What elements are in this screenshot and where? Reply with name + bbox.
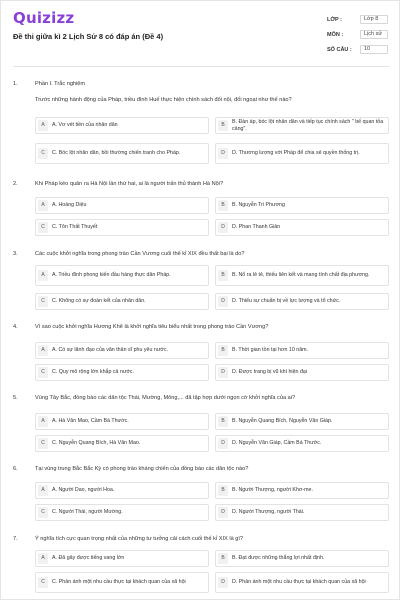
option-b[interactable] <box>215 117 389 134</box>
option-c[interactable] <box>35 572 209 593</box>
question-5 <box>1 395 400 455</box>
question-number: 3. <box>13 251 18 257</box>
option-letter: B <box>218 485 228 496</box>
option-letter: B <box>218 200 228 211</box>
option-text: A. Triều đình phong kiến đầu hàng thực dân Pháp. <box>52 272 171 278</box>
option-d[interactable] <box>215 364 389 381</box>
question-text: Các cuộc khởi nghĩa trong phong trào Cần Vương cuối thế kỉ XIX đều thất bại là do? <box>35 251 245 257</box>
option-letter: C <box>38 148 48 159</box>
meta-value: 10 <box>360 45 388 54</box>
option-text: B. Người Thượng, người Khơ-me. <box>232 487 313 493</box>
option-letter: C <box>38 577 48 588</box>
option-b[interactable] <box>215 413 389 430</box>
option-letter: C <box>38 296 48 307</box>
option-letter: B <box>218 416 228 427</box>
question-2 <box>1 181 400 237</box>
question-number: 2. <box>13 181 18 187</box>
option-text: C. Không có sự đoàn kết của nhân dân. <box>52 298 146 304</box>
question-number: 5. <box>13 395 18 401</box>
question-text: Khi Pháp kéo quân ra Hà Nội lần thứ hai, ai là người trấn thủ thành Hà Nội? <box>35 181 224 187</box>
option-c[interactable] <box>35 219 209 236</box>
option-b[interactable] <box>215 342 389 359</box>
option-text: A. Hà Văn Mao, Cầm Bá Thước. <box>52 418 129 424</box>
option-d[interactable] <box>215 293 389 310</box>
question-number: 1. <box>13 81 18 87</box>
option-text: B. Nguyễn Quang Bích, Nguyễn Văn Giáp. <box>232 418 333 424</box>
option-d[interactable] <box>215 435 389 452</box>
option-letter: B <box>218 270 228 281</box>
option-text: D. Thương lượng với Pháp để chia sẻ quyền thống trị. <box>232 150 360 156</box>
option-letter: A <box>38 120 48 131</box>
option-text: C. Tôn Thất Thuyết <box>52 224 98 230</box>
option-text: B. Nguyễn Tri Phương <box>232 202 285 208</box>
option-a[interactable] <box>35 117 209 134</box>
option-letter: D <box>218 507 228 518</box>
question-number: 4. <box>13 324 18 330</box>
option-a[interactable] <box>35 197 209 214</box>
option-letter: B <box>218 120 228 131</box>
header-divider <box>13 66 389 67</box>
question-7 <box>1 536 400 598</box>
option-letter: A <box>38 200 48 211</box>
option-text: A. Đã gây được tiếng vang lớn <box>52 555 125 561</box>
option-text: B. Đàn áp, bóc lột nhân dân và tiếp tục chính sách " bế quan tỏa cảng". <box>232 118 384 132</box>
option-d[interactable] <box>215 572 389 593</box>
option-letter: C <box>38 507 48 518</box>
document-title: Đề thi giữa kì 2 Lịch Sử 8 có đáp án (Đề 4) <box>13 32 164 41</box>
option-b[interactable] <box>215 197 389 214</box>
option-letter: C <box>38 367 48 378</box>
meta-label: MÔN : <box>327 32 344 38</box>
option-b[interactable] <box>215 265 389 286</box>
meta-label: LỚP : <box>327 17 342 23</box>
option-text: D. Người Thượng, người Thái. <box>232 509 305 515</box>
option-text: D. Được trang bị vũ khí hiện đại <box>232 369 308 375</box>
option-text: B. Thời gian tồn tại hơn 10 năm. <box>232 347 309 353</box>
option-letter: A <box>38 485 48 496</box>
option-letter: C <box>38 438 48 449</box>
option-c[interactable] <box>35 143 209 164</box>
option-text: A. Hoàng Diệu <box>52 202 87 208</box>
option-text: A. Có sự lãnh đạo của văn thân sĩ phu yêu nước. <box>52 347 168 353</box>
option-text: D. Nguyễn Văn Giáp, Cầm Bá Thước. <box>232 440 322 446</box>
meta-value: Lớp 8 <box>360 15 388 24</box>
option-text: B. Nổ ra lẻ tẻ, thiếu liên kết và mang tính chất địa phương. <box>232 272 370 278</box>
meta-label: SỐ CÂU : <box>327 47 352 53</box>
option-text: C. Người Thái, người Mường. <box>52 509 123 515</box>
option-text: D. Phản ánh một nhu cầu thực tại khách quan của xã hội <box>232 579 366 585</box>
option-text: A. Người Dao, người Hoa. <box>52 487 115 493</box>
option-letter: B <box>218 345 228 356</box>
option-letter: B <box>218 553 228 564</box>
question-text: Tại vùng trung Bắc Bắc Kỳ có phong trào kháng chiến của đồng bào các dân tộc nào? <box>35 466 249 472</box>
option-text: D. Thiếu sự chuẩn bị về lực lượng và tổ chức. <box>232 298 341 304</box>
option-d[interactable] <box>215 143 389 164</box>
meta-value: Lịch sử <box>360 30 388 39</box>
question-number: 6. <box>13 466 18 472</box>
option-b[interactable] <box>215 482 389 499</box>
option-c[interactable] <box>35 293 209 310</box>
question-4 <box>1 324 400 382</box>
quizizz-logo: Quizizz <box>13 9 75 27</box>
option-letter: A <box>38 345 48 356</box>
option-text: C. Phản ánh một nhu cầu thực tại khách quan của xã hội <box>52 579 186 585</box>
question-text: Vùng Tây Bắc, đồng bào các dân tộc Thái, Mường, Mông,... đã tập hợp dưới ngọn cờ khởi nghĩa của ai? <box>35 395 296 401</box>
option-letter: A <box>38 416 48 427</box>
section-heading: Phần I. Trắc nghiệm <box>35 81 86 87</box>
option-letter: D <box>218 148 228 159</box>
option-text: A. Vơ vét tiền của nhân dân <box>52 122 118 128</box>
option-text: D. Phan Thanh Giản <box>232 224 281 230</box>
option-text: C. Bóc lột nhân dân, bồi thường chiến tranh cho Pháp. <box>52 150 181 156</box>
question-text: Ý nghĩa tích cực quan trọng nhất của những tư tưởng cải cách cuối thế kỉ XIX là gì? <box>35 536 244 542</box>
option-d[interactable] <box>215 219 389 236</box>
option-a[interactable] <box>35 342 209 359</box>
option-text: B. Đạt được những thắng lợi nhất định. <box>232 555 325 561</box>
option-d[interactable] <box>215 504 389 521</box>
option-text: C. Quy mô rộng lớn khắp cả nước. <box>52 369 135 375</box>
question-number: 7. <box>13 536 18 542</box>
option-letter: D <box>218 222 228 233</box>
question-text: Trước những hành động của Pháp, triều đình Huế thực hiện chính sách đối nội, đối ngoại như thế nào? <box>35 97 292 103</box>
option-b[interactable] <box>215 550 389 567</box>
question-text: Vì sao cuộc khởi nghĩa Hương Khê là khởi nghĩa tiêu biểu nhất trong phong trào Cần Vương? <box>35 324 269 330</box>
option-c[interactable] <box>35 364 209 381</box>
option-c[interactable] <box>35 504 209 521</box>
option-letter: A <box>38 553 48 564</box>
option-a[interactable] <box>35 265 209 286</box>
question-6 <box>1 466 400 524</box>
option-letter: C <box>38 222 48 233</box>
option-letter: D <box>218 438 228 449</box>
option-a[interactable] <box>35 550 209 567</box>
worksheet-header <box>1 1 400 63</box>
option-text: C. Nguyễn Quang Bích, Hà Văn Mao. <box>52 440 141 446</box>
option-c[interactable] <box>35 435 209 452</box>
option-a[interactable] <box>35 482 209 499</box>
option-letter: A <box>38 270 48 281</box>
question-3 <box>1 251 400 316</box>
question-1 <box>1 81 400 176</box>
option-letter: D <box>218 367 228 378</box>
option-a[interactable] <box>35 413 209 430</box>
option-letter: D <box>218 577 228 588</box>
option-letter: D <box>218 296 228 307</box>
